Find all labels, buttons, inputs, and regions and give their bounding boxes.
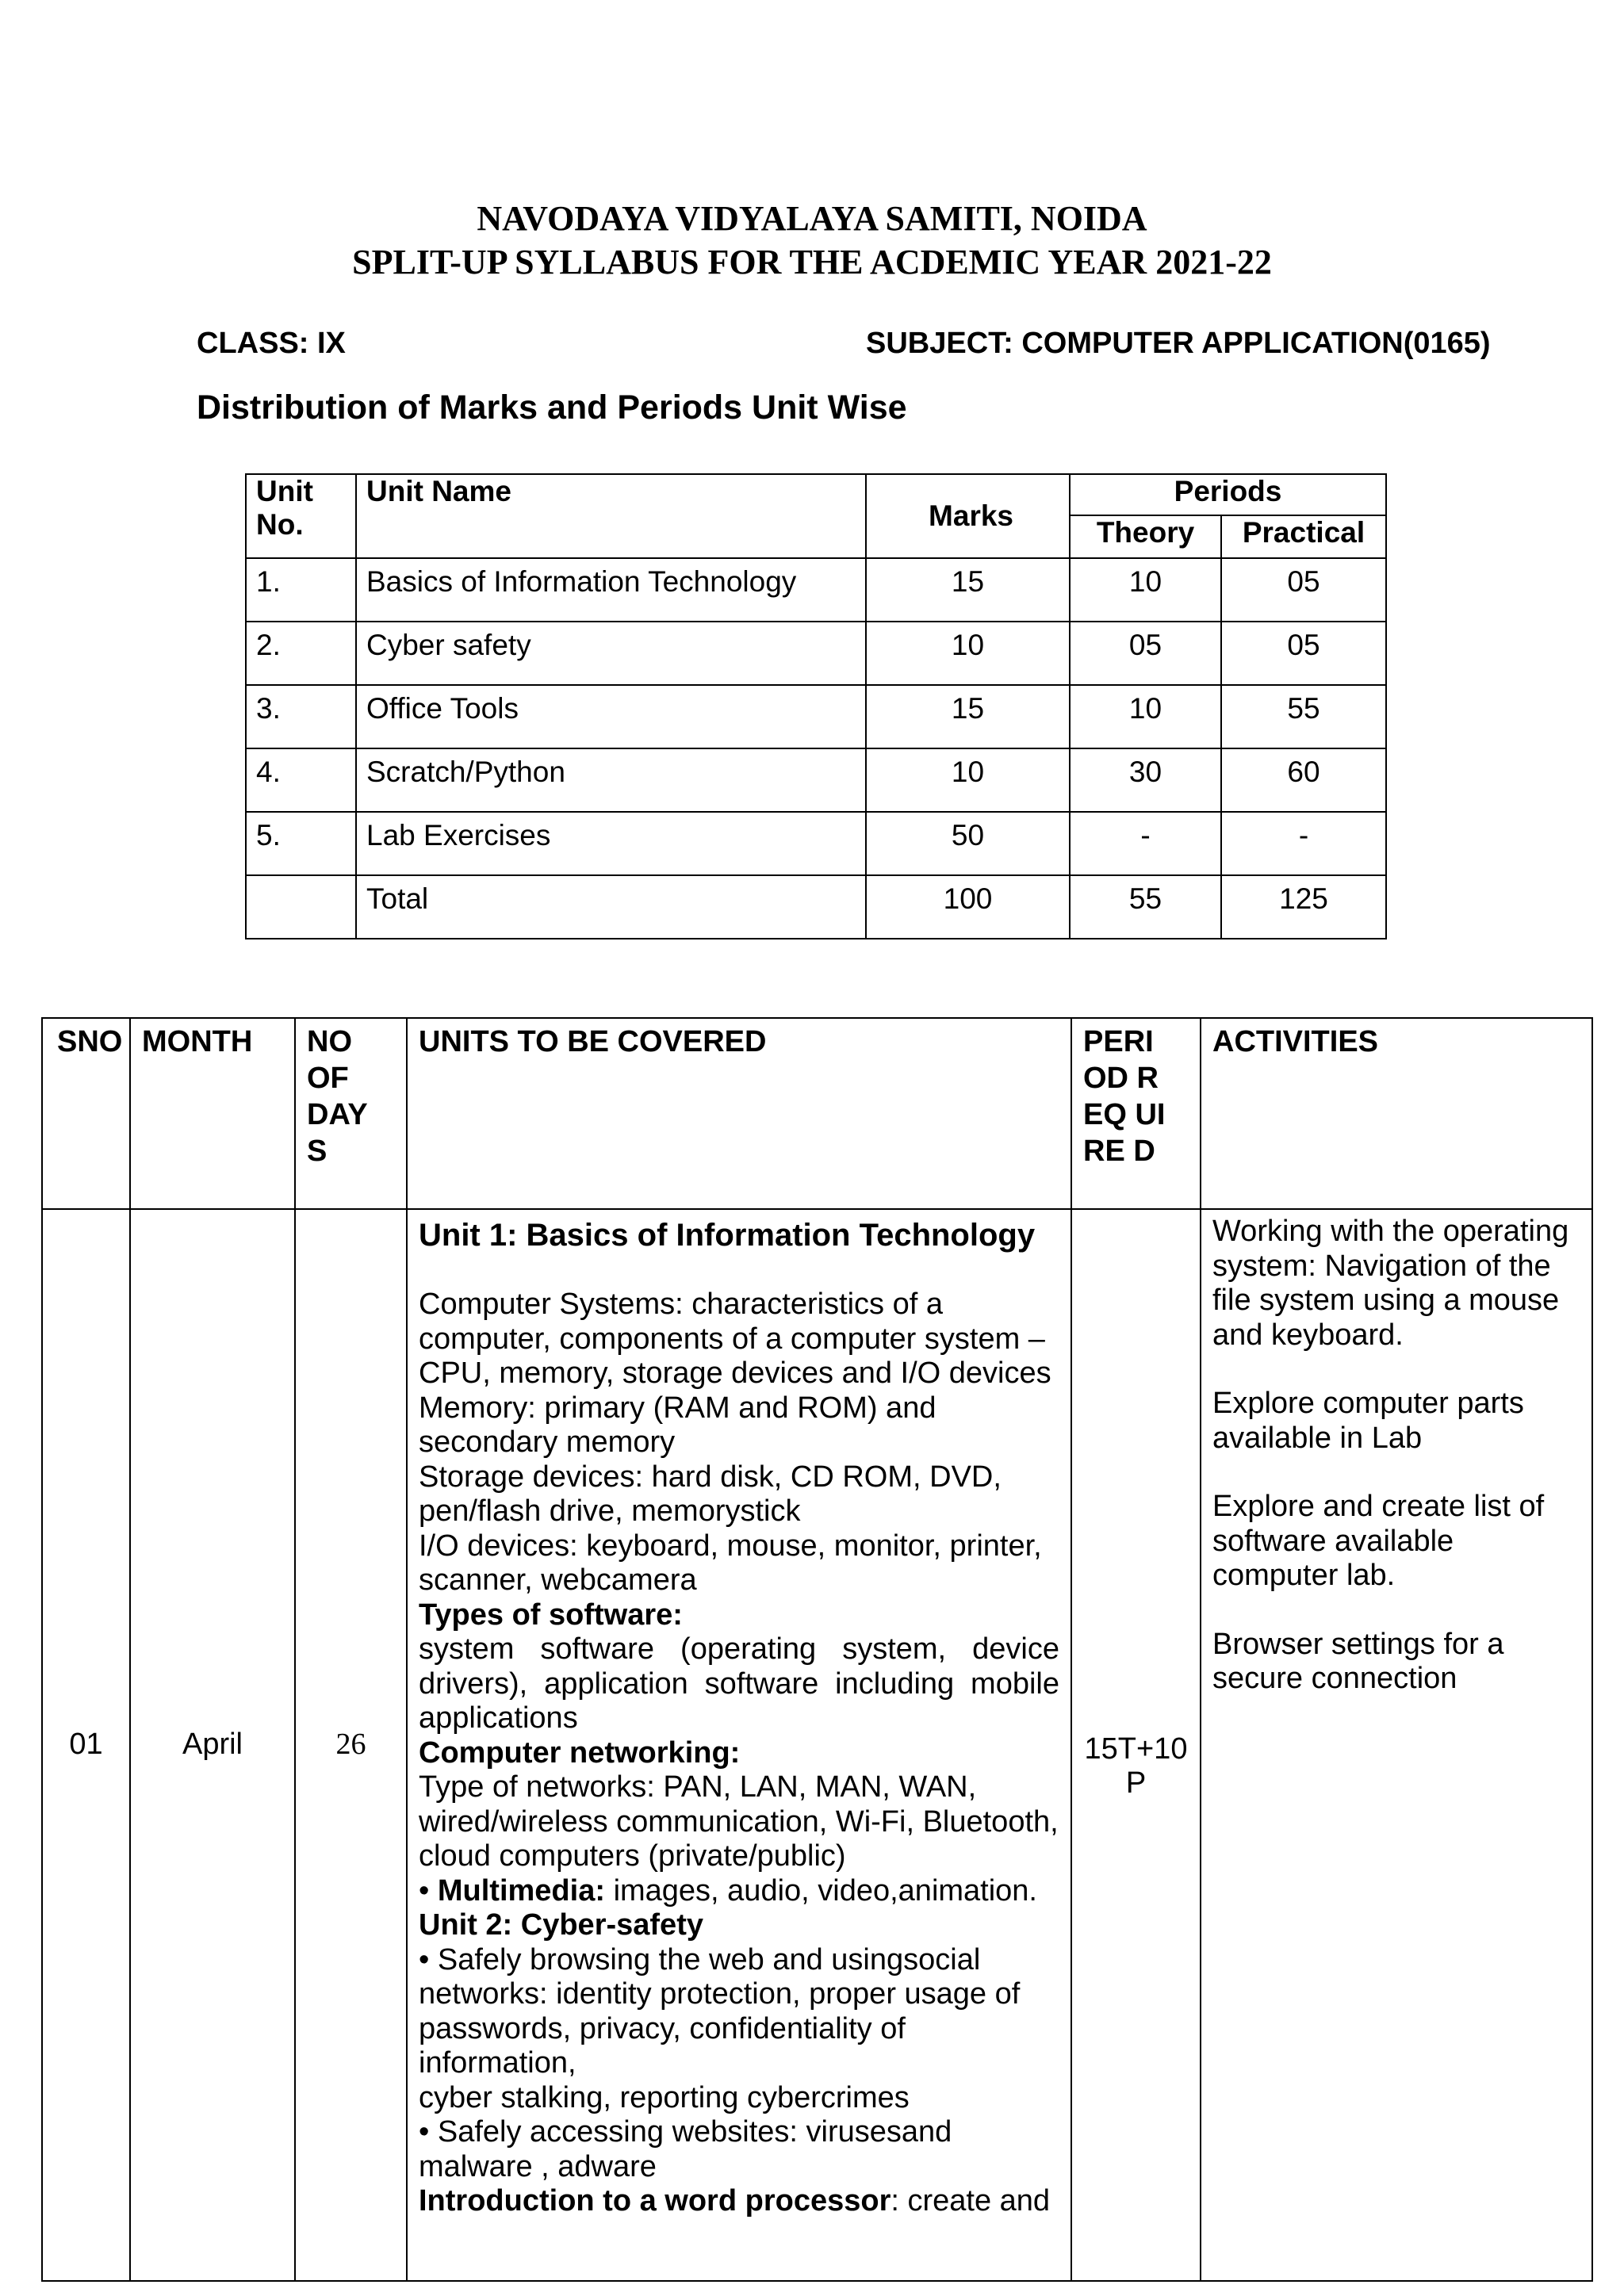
header-days: NO OF DAY S [295,1018,407,1209]
unit-no: 4. [246,748,356,812]
unit-name: Basics of Information Technology [356,558,866,622]
header-month: MONTH [130,1018,295,1209]
unit-name: Cyber safety [356,622,866,685]
row-units [407,1209,1071,2281]
distribution-heading: Distribution of Marks and Periods Unit Wise [197,388,907,427]
unit-marks: 50 [866,812,1070,875]
unit-no [246,875,356,939]
memory-text: Memory: primary (RAM and ROM) and secondary memory [419,1391,936,1459]
unit-marks: 15 [866,558,1070,622]
unit-no: 3. [246,685,356,748]
unit1-title: Unit 1: Basics of Information Technology [419,1218,1036,1253]
subject-label: SUBJECT: COMPUTER APPLICATION(0165) [866,327,1491,360]
total-label: Total [356,875,866,939]
unit-theory: 10 [1070,685,1221,748]
software-text: system software (operating system, device drivers), application software including mobile applications [419,1632,1059,1735]
networking-text: Type of networks: PAN, LAN, MAN, WAN, wired/wireless communication, Wi-Fi, Bluetooth, cloud computers (private/public) [419,1770,1059,1873]
document-subtitle: SPLIT-UP SYLLABUS FOR THE ACDEMIC YEAR 2021-22 [352,243,1272,281]
cyber-stalking-text: cyber stalking, reporting cybercrimes [419,2080,910,2114]
header-theory: Theory [1070,515,1221,558]
io-devices-text: I/O devices: keyboard, mouse, monitor, printer, scanner, webcamera [419,1529,1042,1597]
header-sno: SNO [42,1018,130,1209]
header-unit-no: Unit No. [246,474,356,558]
header-unit-name: Unit Name [356,474,866,558]
plan-header-row [42,1018,1592,1209]
unit-name: Scratch/Python [356,748,866,812]
header-periods: Periods [1070,474,1386,515]
computer-systems-text: Computer Systems: characteristics of a computer, components of a computer system – CPU, memory, storage devices and I/O devices [419,1288,1051,1390]
header-practical: Practical [1221,515,1386,558]
total-marks: 100 [866,875,1070,939]
word-processor-line [419,2184,1059,2219]
activity-item: Explore and create list of software available computer lab. [1212,1490,1545,1592]
unit-theory: 10 [1070,558,1221,622]
networking-heading: Computer networking: [419,1735,741,1770]
unit-theory: 30 [1070,748,1221,812]
unit-theory: - [1070,812,1221,875]
unit-theory: 05 [1070,622,1221,685]
unit-marks: 15 [866,685,1070,748]
unit-practical: 60 [1221,748,1386,812]
table-row [246,748,1386,812]
unit2-title: Unit 2: Cyber-safety [419,1908,703,1942]
row-sno: 01 [42,1209,130,2281]
bullet: • [419,1873,430,1908]
safe-access-text: • Safely accessing websites: virusesand malware , adware [419,2115,952,2183]
row-days: 26 [295,1209,407,2281]
class-label: CLASS: IX [197,327,346,360]
unit-name: Lab Exercises [356,812,866,875]
storage-text: Storage devices: hard disk, CD ROM, DVD, pen/flash drive, memorystick [419,1460,1002,1528]
header-marks: Marks [866,474,1070,558]
marks-distribution-table [245,473,1387,939]
table-row [246,622,1386,685]
total-row [246,875,1386,939]
activity-item: Browser settings for a secure connection [1212,1627,1504,1695]
row-activities [1201,1209,1592,2281]
row-period: 15T+10 P [1071,1209,1201,2281]
unit-marks: 10 [866,748,1070,812]
unit-practical: - [1221,812,1386,875]
activity-item: Explore computer parts available in Lab [1212,1387,1524,1455]
unit-practical: 05 [1221,558,1386,622]
multimedia-line [419,1874,1059,1909]
unit-practical: 05 [1221,622,1386,685]
header-units: UNITS TO BE COVERED [407,1018,1071,1209]
unit-no: 2. [246,622,356,685]
total-practical: 125 [1221,875,1386,939]
document-title: NAVODAYA VIDYALAYA SAMITI, NOIDA [477,199,1147,238]
header-period: PERI OD REQ UIRE D [1071,1018,1201,1209]
activity-item: Working with the operating system: Navigation of the file system using a mouse and keyboard. [1212,1215,1569,1352]
safe-browsing-text: • Safely browsing the web and usingsocial networks: identity protection, proper usage of passwords, privacy, confidentiality of information, [419,1942,1021,2080]
header-activities: ACTIVITIES [1201,1018,1592,1209]
table-row [246,812,1386,875]
table-row [246,558,1386,622]
unit-name: Office Tools [356,685,866,748]
table-row [42,1209,1592,2281]
row-month: April [130,1209,295,2281]
unit-no: 5. [246,812,356,875]
multimedia-heading: Multimedia: [437,1873,605,1908]
table-row [246,685,1386,748]
multimedia-text: images, audio, video,animation. [613,1873,1037,1908]
unit-practical: 55 [1221,685,1386,748]
unit-marks: 10 [866,622,1070,685]
word-processor-text: : create and [891,2184,1051,2218]
syllabus-plan-table [41,1017,1593,2282]
unit-no: 1. [246,558,356,622]
software-heading: Types of software: [419,1598,683,1632]
word-processor-heading: Introduction to a word processor [419,2184,891,2218]
total-theory: 55 [1070,875,1221,939]
